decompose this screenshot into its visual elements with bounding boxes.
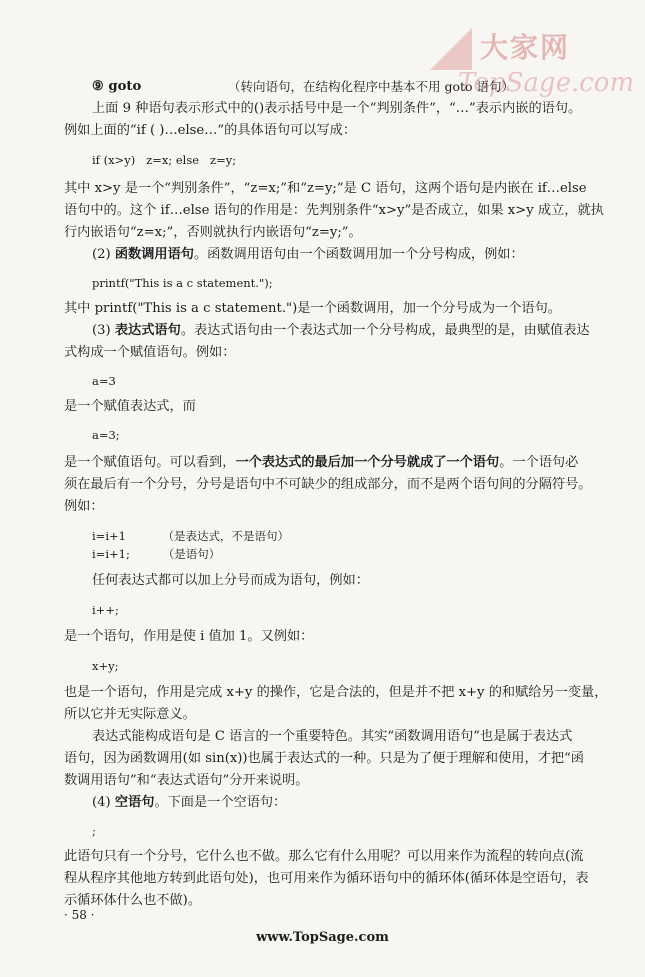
text-line: 此语句只有一个分号，它什么也不做。那么它有什么用呢？可以用来作为流程的转向点(流 bbox=[64, 849, 584, 864]
watermark-en: TopSage.com bbox=[458, 68, 635, 98]
code-line: a=3 bbox=[92, 374, 116, 388]
code-line: printf("This is a c statement."); bbox=[92, 276, 273, 290]
text-line: 行内嵌语句“z=x;”，否则就执行内嵌语句“z=y;”。 bbox=[64, 225, 362, 240]
text-line: 是一个语句，作用是使 i 值加 1。又例如： bbox=[64, 629, 314, 644]
section-text: 。表达式语句由一个表达式加一个分号构成，最典型的是，由赋值表达 bbox=[180, 323, 590, 338]
footer-url: www.TopSage.com bbox=[256, 930, 389, 945]
code-line: a=3; bbox=[92, 428, 120, 442]
text-line: 示循环体什么也不做)。 bbox=[64, 893, 202, 908]
code-line: x+y; bbox=[92, 659, 119, 673]
code-line: if (x>y) z=x; else z=y; bbox=[92, 153, 237, 167]
item-goto-desc: （转向语句，在结构化程序中基本不用 goto 语句） bbox=[228, 79, 515, 94]
text-line: 表达式能构成语句是 C 语言的一个重要特色。其实“函数调用语句”也是属于表达式 bbox=[92, 729, 573, 744]
section-title: 空语句 bbox=[114, 795, 155, 810]
text-line: 其中 x>y 是一个“判别条件”，“z=x;”和“z=y;”是 C 语句，这两个语句是内嵌在 if…else bbox=[64, 181, 587, 196]
watermark-cn: 大家网 bbox=[480, 31, 571, 64]
text-line: 须在最后有一个分号，分号是语句中不可缺少的组成部分，而不是两个语句间的分隔符号。 bbox=[64, 477, 592, 492]
watermark-triangle-icon bbox=[430, 28, 472, 70]
text-line: 其中 printf("This is a c statement.")是一个函数调用，加一个分号成为一个语句。 bbox=[64, 301, 561, 316]
section-number: (4) bbox=[92, 795, 115, 810]
text-line: 也是一个语句，作用是完成 x+y 的操作，它是合法的，但是并不把 x+y 的和赋给另一变量， bbox=[64, 685, 608, 700]
text-line: 程从程序其他地方转到此语句处)，也可用来作为循环语句中的循环体(循环体是空语句，表 bbox=[64, 871, 589, 886]
page-number: · 58 · bbox=[64, 908, 95, 922]
item-goto-label: ⑨ goto bbox=[92, 79, 142, 94]
text-line: 任何表达式都可以加上分号而成为语句，例如： bbox=[92, 573, 369, 588]
text-line: 例如上面的“if ( )…else…”的具体语句可以写成： bbox=[64, 123, 357, 138]
section-text: 。下面是一个空语句： bbox=[154, 795, 287, 810]
text-line: 上面 9 种语句表示形式中的()表示括号中是一个“判别条件”，“…”表示内嵌的语句。 bbox=[92, 101, 582, 116]
section-number: (3) bbox=[92, 323, 115, 338]
code-line: i=i+1; （是语句） bbox=[92, 547, 221, 561]
section-heading bbox=[92, 244, 524, 266]
emphasis-span: 一个表达式的最后加一个分号就成了一个语句 bbox=[235, 455, 500, 470]
code-line: ; bbox=[92, 824, 96, 838]
text-line: 式构成一个赋值语句。例如： bbox=[64, 345, 236, 360]
text-line: 例如： bbox=[64, 499, 104, 514]
text-span: 。一个语句必 bbox=[499, 455, 579, 470]
section-heading bbox=[92, 320, 590, 342]
section-title: 函数调用语句 bbox=[114, 247, 194, 262]
text-line: 语句中的。这个 if…else 语句的作用是：先判别条件“x>y”是否成立，如果 x>y 成立，就执 bbox=[64, 203, 604, 218]
section-title: 表达式语句 bbox=[114, 323, 181, 338]
text-line bbox=[64, 452, 578, 474]
section-text: 。函数调用语句由一个函数调用加一个分号构成，例如： bbox=[194, 247, 524, 262]
section-heading bbox=[92, 792, 286, 814]
code-line: i=i+1 （是表达式，不是语句） bbox=[92, 529, 289, 543]
text-line: 数调用语句”和“表达式语句”分开来说明。 bbox=[64, 773, 309, 788]
text-line: 语句，因为函数调用(如 sin(x))也属于表达式的一种。只是为了便于理解和使用，才把“函 bbox=[64, 751, 584, 766]
section-number: (2) bbox=[92, 247, 115, 262]
code-line: i++; bbox=[92, 603, 119, 617]
text-line: 是一个赋值表达式，而 bbox=[64, 399, 196, 414]
text-line: 所以它并无实际意义。 bbox=[64, 707, 196, 722]
text-span: 是一个赋值语句。可以看到， bbox=[64, 455, 236, 470]
